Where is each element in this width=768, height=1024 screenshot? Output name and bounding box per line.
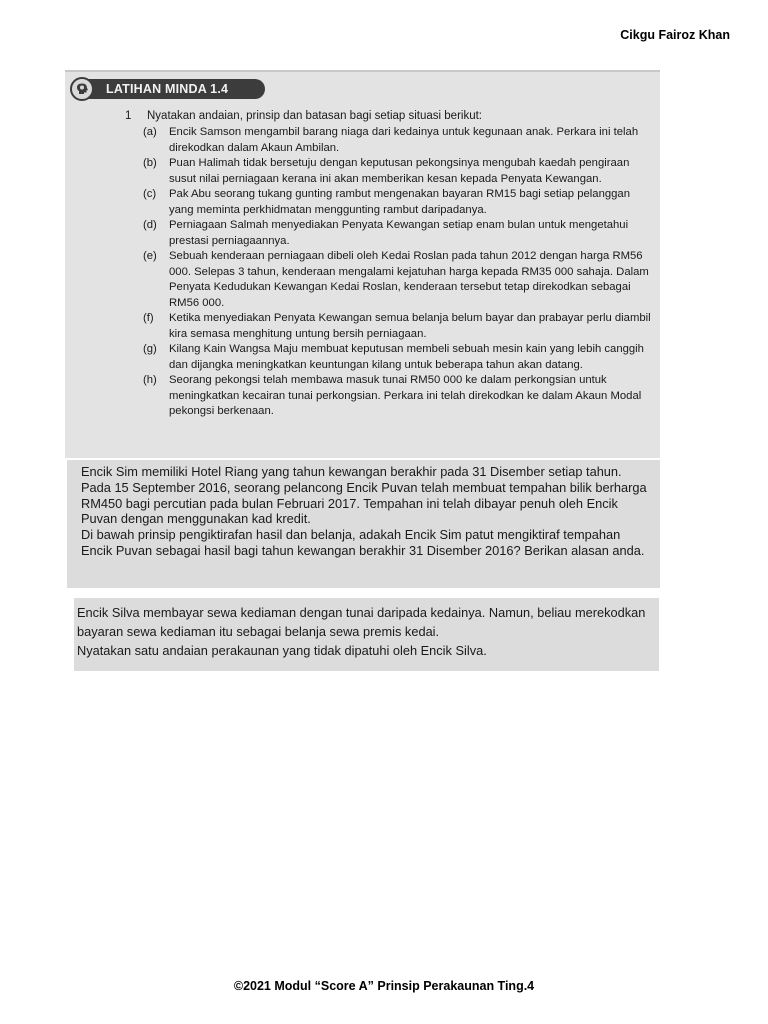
case-sim-paragraph-1: Encik Sim memiliki Hotel Riang yang tahun kewangan berakhir pada 31 Disember setiap tahun. Pada 15 September 2016, seorang pelancong Encik Puvan telah membuat tempahan bilik berharga RM450 bagi percutian pada bulan Februari 2017. Tempahan ini telah dibayar penuh oleh Encik Puvan dengan menggunakan kad kredit.	[81, 464, 647, 527]
exercise-badge	[72, 79, 265, 99]
item-letter: (a)	[143, 126, 157, 138]
situation-item	[143, 249, 653, 311]
situation-item	[143, 311, 653, 342]
item-text: Encik Samson mengambil barang niaga dari kedainya untuk kegunaan anak. Perkara ini telah direkodkan dalam Akaun Ambilan.	[169, 126, 639, 154]
exercise-panel	[65, 70, 660, 458]
item-text: Ketika menyediakan Penyata Kewangan semua belanja belum bayar dan prabayar perlu diambil kira semasa menghitung untung bersih perniagaan.	[169, 312, 651, 340]
item-letter: (f)	[143, 312, 154, 324]
situation-item	[143, 373, 653, 420]
question-number: 1	[125, 110, 132, 122]
item-letter: (b)	[143, 157, 157, 169]
item-letter: (g)	[143, 343, 157, 355]
panel-border	[65, 70, 660, 72]
item-text: Kilang Kain Wangsa Maju membuat keputusan membeli sebuah mesin kain yang lebih canggih dan dijangka meningkatkan keuntungan kilang untuk beberapa tahun akan datang.	[169, 343, 644, 371]
situation-item	[143, 156, 653, 187]
case-silva-panel	[74, 598, 659, 671]
situation-item	[143, 187, 653, 218]
footer-copyright: ©2021 Modul “Score A” Prinsip Perakaunan Ting.4	[233, 979, 535, 993]
item-letter: (e)	[143, 250, 157, 262]
item-letter: (c)	[143, 188, 157, 200]
situation-item	[143, 125, 653, 156]
item-text: Pak Abu seorang tukang gunting rambut mengenakan bayaran RM15 bagi setiap pelanggan yang meminta perkhidmatan menggunting rambut daripadanya.	[169, 188, 630, 216]
situation-item	[143, 218, 653, 249]
item-text: Sebuah kenderaan perniagaan dibeli oleh Kedai Roslan pada tahun 2012 dengan harga RM56 000. Selepas 3 tahun, kenderaan mengalami kejatuhan harga kepada RM35 000 sahaja. Dalam Penyata Kedudukan Kewangan Kedai Roslan, kenderaan tersebut tetap direkodkan sebagai RM56 000.	[169, 250, 649, 309]
item-letter: (d)	[143, 219, 157, 231]
head-brain-icon	[70, 77, 94, 101]
situation-item	[143, 342, 653, 373]
item-text: Seorang pekongsi telah membawa masuk tunai RM50 000 ke dalam perkongsian untuk meningkatkan kecairan tunai perkongsian. Perkara ini telah direkodkan ke dalam Akaun Modal pekongsi berkenaan.	[169, 374, 642, 417]
item-text: Puan Halimah tidak bersetuju dengan keputusan pekongsinya mengubah kaedah pengiraan susut nilai perniagaan kerana ini akan memberikan kesan kepada Penyata Kewangan.	[169, 157, 630, 185]
item-letter: (h)	[143, 374, 157, 386]
case-sim-paragraph-2: Di bawah prinsip pengiktirafan hasil dan belanja, adakah Encik Sim patut mengiktiraf tempahan Encik Puvan sebagai hasil bagi tahun kewangan berakhir 31 Disember 2016? Berikan alasan anda.	[81, 527, 645, 558]
item-text: Perniagaan Salmah menyediakan Penyata Kewangan setiap enam bulan untuk mengetahui prestasi perniagaannya.	[169, 219, 629, 247]
situation-list	[143, 125, 653, 420]
author-name: Cikgu Fairoz Khan	[620, 28, 730, 42]
question-stem: Nyatakan andaian, prinsip dan batasan bagi setiap situasi berikut:	[147, 110, 482, 122]
case-silva-paragraph-2: Nyatakan satu andaian perakaunan yang tidak dipatuhi oleh Encik Silva.	[77, 643, 487, 658]
case-sim-panel	[67, 460, 660, 588]
badge-label: LATIHAN MINDA 1.4	[106, 82, 229, 96]
case-silva-paragraph-1: Encik Silva membayar sewa kediaman dengan tunai daripada kedainya. Namun, beliau merekodkan bayaran sewa kediaman itu sebagai belanja sewa premis kedai.	[77, 605, 646, 639]
